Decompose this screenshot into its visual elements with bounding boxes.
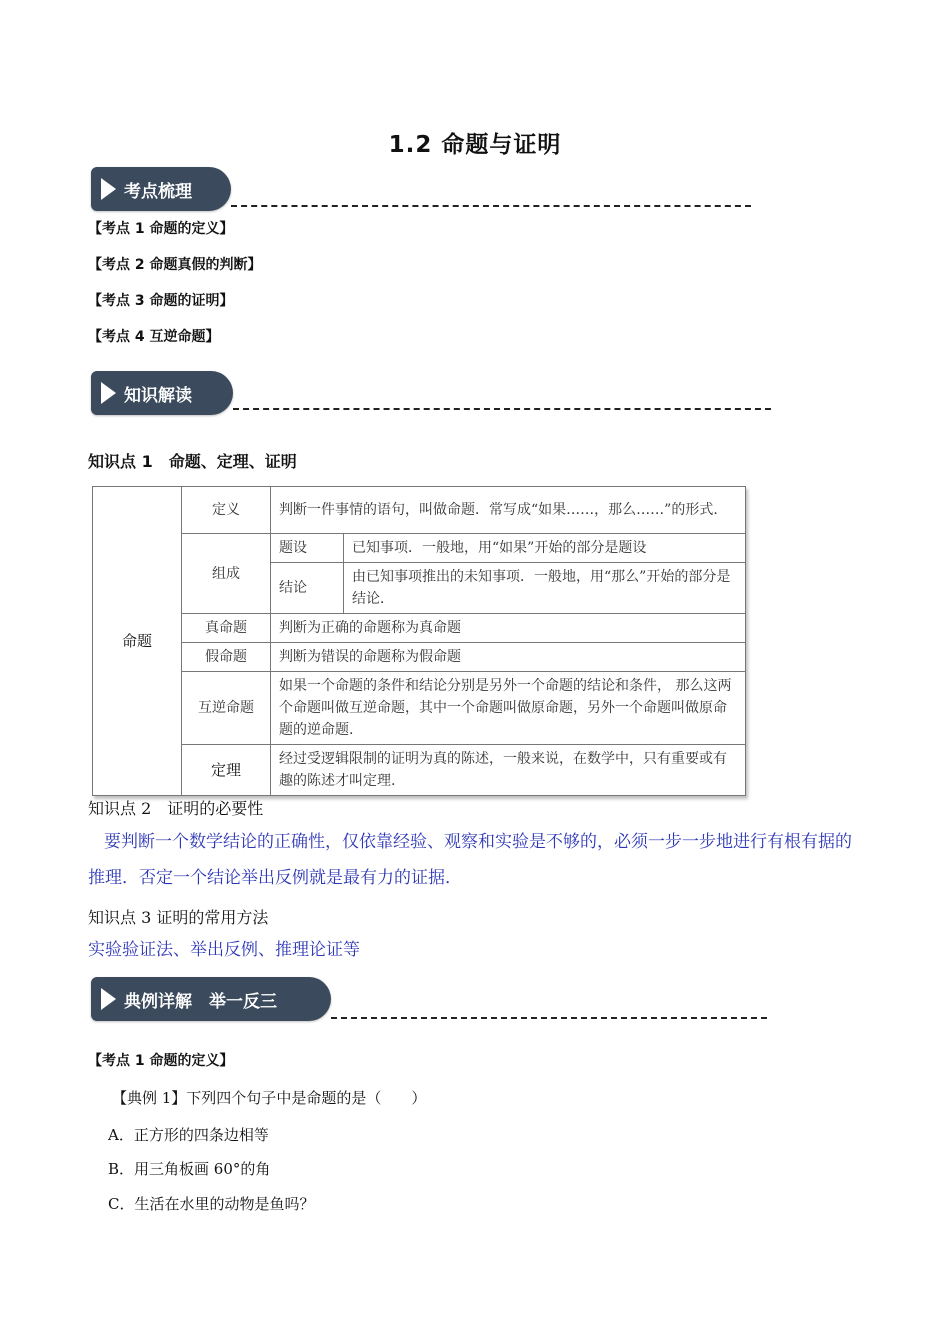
banner-dianli-label: 典例详解 举一反三 [124,991,277,1012]
knowledge-heading-1: 知识点 1 命题、定理、证明 [88,452,297,471]
play-triangle-icon [101,988,116,1010]
banner-dianli [91,977,331,1021]
dashed-divider [331,1017,767,1019]
banner-kaodian [91,167,231,211]
dashed-divider [233,408,771,410]
cell-zhen-text: 判断为正确的命题称为真命题 [271,614,746,643]
cell-zucheng-label: 组成 [182,534,271,614]
knowledge-text-3: 实验验证法、举出反例、推理论证等 [88,940,360,960]
cell-jia-label: 假命题 [182,643,271,672]
knowledge-heading-3: 知识点 3 证明的常用方法 [88,908,269,927]
outline-item-3: 【考点 3 命题的证明】 [88,293,234,309]
play-triangle-icon [101,178,116,200]
cell-mingti: 命题 [93,487,182,796]
cell-jielun-label: 结论 [271,563,344,614]
cell-dingyi-text: 判断一件事情的语句，叫做命题．常写成“如果……，那么……”的形式. [271,487,746,534]
play-triangle-icon [101,382,116,404]
cell-dingli: 定理 [182,745,271,796]
knowledge-text-2: 要判断一个数学结论的正确性，仅依靠经验、观察和实验是不够的，必须一步一步地进行有根有据的推理．否定一个结论举出反例就是最有力的证据． [88,832,852,888]
section-heading: 【考点 1 命题的定义】 [88,1053,234,1069]
banner-zhishi-label: 知识解读 [124,385,192,406]
page-title: 1.2 命题与证明 [388,132,562,158]
cell-tishe-label: 题设 [271,534,344,563]
cell-dingli-text: 经过受逻辑限制的证明为真的陈述，一般来说，在数学中，只有重要或有趣的陈述才叫定理. [271,745,746,796]
cell-tishe-text: 已知事项．一般地，用“如果”开始的部分是题设 [344,534,746,563]
banner-kaodian-label: 考点梳理 [124,181,192,202]
cell-jielun-text: 由已知事项推出的未知事项．一般地，用“那么”开始的部分是结论． [344,563,746,614]
outline-item-4: 【考点 4 互逆命题】 [88,329,220,345]
cell-dingyi-label: 定义 [182,487,271,534]
knowledge-table [92,486,746,796]
option-a: A．正方形的四条边相等 [108,1126,269,1144]
cell-jia-text: 判断为错误的命题称为假命题 [271,643,746,672]
cell-huni-label: 互逆命题 [182,672,271,745]
outline-item-2: 【考点 2 命题真假的判断】 [88,257,262,273]
knowledge-heading-2: 知识点 2 证明的必要性 [88,799,264,818]
example-stem: 【典例 1】下列四个句子中是命题的是（ ） [112,1089,427,1107]
cell-huni-text: 如果一个命题的条件和结论分别是另外一个命题的结论和条件， 那么这两个命题叫做互逆命题，其中一个命题叫做原命题，另外一个命题叫做原命题的逆命题. [271,672,746,745]
outline-item-1: 【考点 1 命题的定义】 [88,221,234,237]
option-b: B．用三角板画 60°的角 [108,1160,271,1178]
cell-zhen-label: 真命题 [182,614,271,643]
option-c: C．生活在水里的动物是鱼吗？ [108,1195,315,1213]
dashed-divider [231,205,751,207]
banner-zhishi [91,371,233,415]
